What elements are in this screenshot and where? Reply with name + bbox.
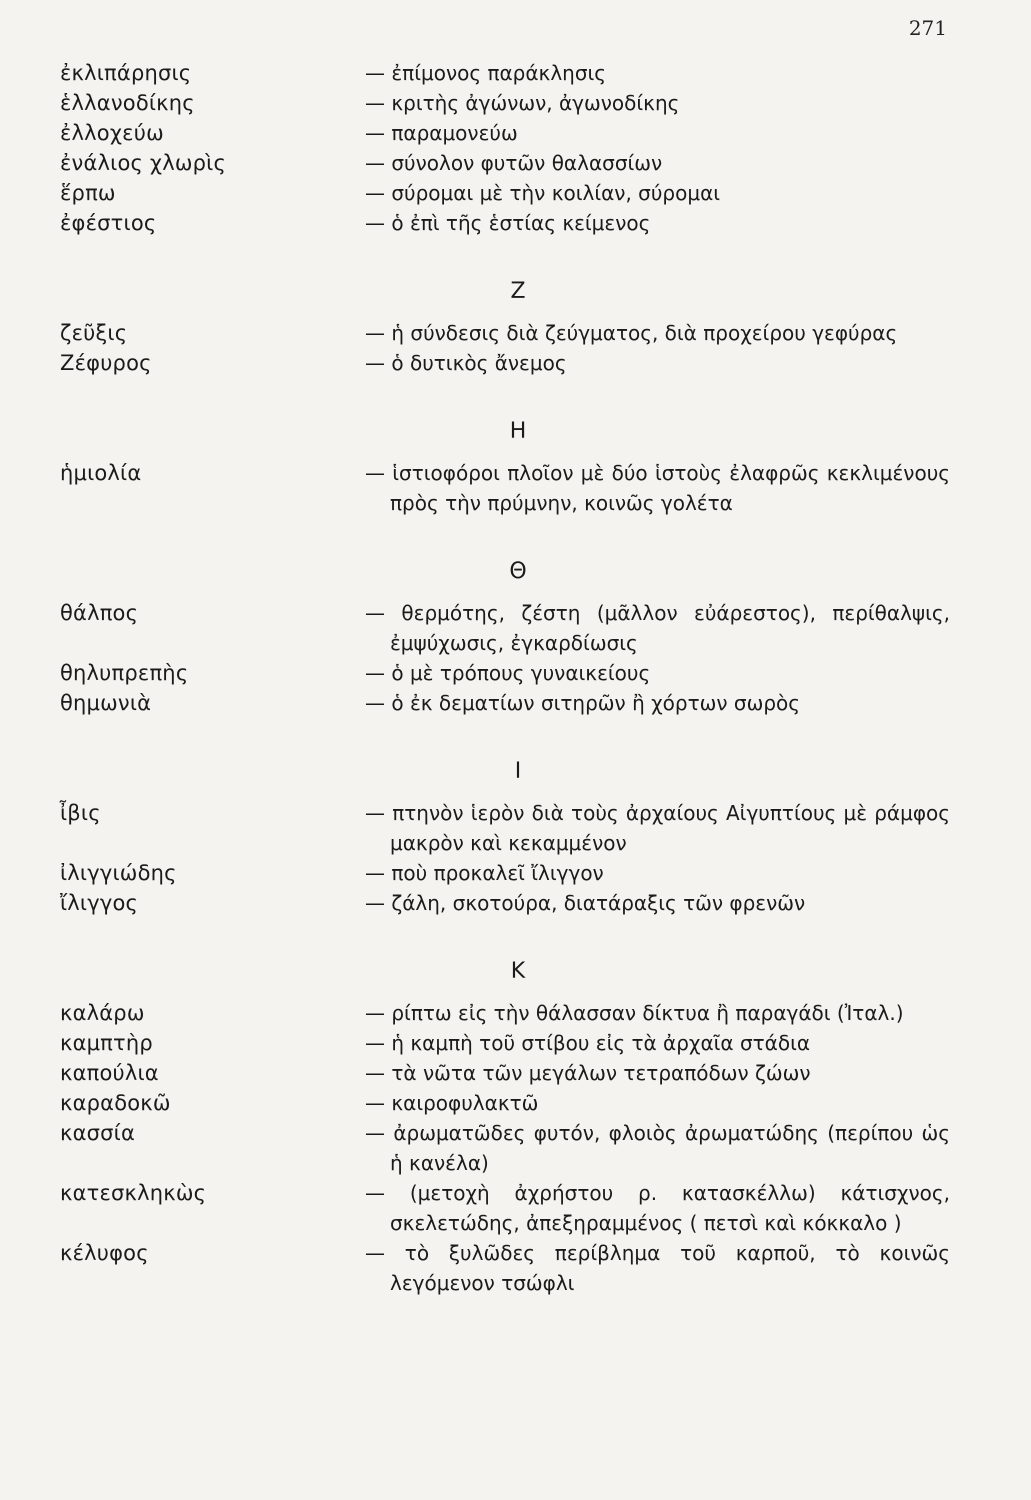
entry-definition: — σύρομαι μὲ τὴν κοιλίαν, σύρομαι [365, 181, 721, 205]
glossary-entry [60, 318, 950, 348]
glossary-entry [60, 118, 950, 148]
glossary-entry [60, 598, 950, 658]
entry-term: καλάρω [60, 1001, 145, 1025]
entry-definition: — καιροφυλακτῶ [365, 1091, 539, 1115]
entry-definition: — ἱστιοφόροι πλοῖον μὲ δύο ἱστοὺς ἐλαφρῶς κεκλιμένους πρὸς τὴν πρύμνην, κοινῶς γολέτα [365, 461, 950, 515]
entry-definition: — ζάλη, σκοτούρα, διατάραξις τῶν φρενῶν [365, 891, 806, 915]
entry-term: ἐκλιπάρησις [60, 61, 192, 85]
glossary-entry [60, 658, 950, 688]
glossary-entry [60, 1028, 950, 1058]
glossary [60, 58, 950, 1298]
glossary-entry [60, 458, 950, 518]
entry-definition: — ἡ σύνδεσις διὰ ζεύγματος, διὰ προχείρου γεφύρας [365, 321, 898, 345]
glossary-entry [60, 1118, 950, 1178]
entry-definition: — ὁ ἐκ δεματίων σιτηρῶν ἢ χόρτων σωρὸς [365, 691, 801, 715]
section-iota [60, 746, 950, 918]
entry-definition: — ὁ μὲ τρόπους γυναικείους [365, 661, 651, 685]
entry-term: ἐνάλιος χλωρὶς [60, 151, 227, 175]
entry-term: καμπτὴρ [60, 1031, 153, 1055]
entry-term: θάλπος [60, 601, 139, 625]
entry-term: κασσία [60, 1121, 135, 1145]
entry-term: θηλυπρεπὴς [60, 661, 189, 685]
entry-term: καπούλια [60, 1061, 159, 1085]
section-e [60, 58, 950, 238]
entry-term: ἴλιγγος [60, 891, 139, 915]
glossary-entry [60, 858, 950, 888]
glossary-entry [60, 888, 950, 918]
section-theta [60, 546, 950, 718]
section-letter: Η [509, 419, 527, 444]
glossary-entry [60, 1088, 950, 1118]
entry-term: καραδοκῶ [60, 1091, 171, 1115]
glossary-entry [60, 178, 950, 208]
entry-term: ζεῦξις [60, 321, 128, 345]
glossary-entry [60, 798, 950, 858]
entry-term: ἐφέστιος [60, 211, 157, 235]
section-letter: Ζ [510, 279, 526, 304]
entry-term: ἰλιγγιώδης [60, 861, 177, 885]
glossary-entry [60, 348, 950, 378]
section-letter: Κ [510, 959, 526, 984]
entry-definition: — ἐπίμονος παράκλησις [365, 61, 607, 85]
entry-definition: — παραμονεύω [365, 121, 518, 145]
entry-definition: — ἡ καμπὴ τοῦ στίβου εἰς τὰ ἀρχαῖα στάδια [365, 1031, 811, 1055]
entry-term: ἕρπω [60, 181, 116, 205]
entry-term: ἑλλανοδίκης [60, 91, 195, 115]
entry-definition: — ρίπτω εἰς τὴν θάλασσαν δίκτυα ἢ παραγάδι (Ἰταλ.) [365, 1001, 904, 1025]
entry-term: ἐλλοχεύω [60, 121, 164, 145]
glossary-entry [60, 58, 950, 88]
entry-definition: — ἀρωματῶδες φυτόν, φλοιὸς ἀρωματώδης (περίπου ὡς ἡ κανέλα) [365, 1121, 950, 1175]
entry-definition: — κριτὴς ἀγώνων, ἀγωνοδίκης [365, 91, 680, 115]
glossary-entry [60, 1058, 950, 1088]
glossary-entry [60, 88, 950, 118]
glossary-entry [60, 688, 950, 718]
entry-definition: — θερμότης, ζέστη (μᾶλλον εὐάρεστος), περίθαλψις, ἐμψύχωσις, ἐγκαρδίωσις [365, 601, 950, 655]
glossary-entry [60, 208, 950, 238]
glossary-entry [60, 1238, 950, 1298]
entry-term: ἶβις [60, 801, 101, 825]
glossary-entry [60, 148, 950, 178]
section-letter: Ι [514, 759, 522, 784]
entry-definition: — σύνολον φυτῶν θαλασσίων [365, 151, 663, 175]
entry-definition: — (μετοχὴ ἀχρήστου ρ. κατασκέλλω) κάτισχνος, σκελετώδης, ἀπεξηραμμένος ( πετσὶ καὶ κόκκαλο ) [365, 1181, 950, 1235]
glossary-entry [60, 998, 950, 1028]
section-eta [60, 406, 950, 518]
entry-term: ἡμιολία [60, 461, 142, 485]
entry-term: Ζέφυρος [60, 351, 152, 375]
section-kappa [60, 946, 950, 1298]
page-number: 271 [908, 16, 947, 40]
entry-definition: — ποὺ προκαλεῖ ἴλιγγον [365, 861, 604, 885]
section-z [60, 266, 950, 378]
entry-term: θημωνιὰ [60, 691, 152, 715]
glossary-entry [60, 1178, 950, 1238]
entry-definition: — τὰ νῶτα τῶν μεγάλων τετραπόδων ζώων [365, 1061, 811, 1085]
entry-definition: — ὁ ἐπὶ τῆς ἑστίας κείμενος [365, 211, 651, 235]
entry-definition: — πτηνὸν ἱερὸν διὰ τοὺς ἀρχαίους Αἰγυπτίους μὲ ράμφος μακρὸν καὶ κεκαμμένον [365, 801, 950, 855]
entry-term: κατεσκληκὼς [60, 1181, 207, 1205]
entry-definition: — τὸ ξυλῶδες περίβλημα τοῦ καρποῦ, τὸ κοινῶς λεγόμενον τσώφλι [365, 1241, 950, 1295]
section-letter: Θ [509, 559, 527, 584]
entry-term: κέλυφος [60, 1241, 149, 1265]
entry-definition: — ὁ δυτικὸς ἄνεμος [365, 351, 567, 375]
